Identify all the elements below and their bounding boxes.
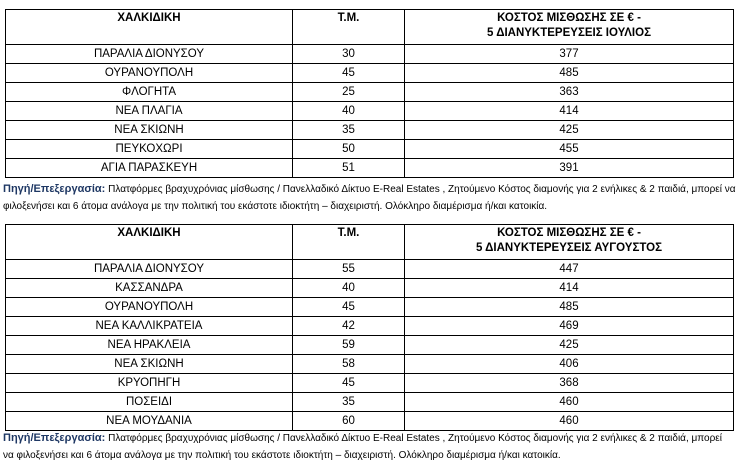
table-row [6, 317, 734, 336]
place-cell: ΝΕΑ ΣΚΙΩΝΗ [6, 121, 293, 140]
cost-cell: 414 [405, 102, 734, 121]
sqm-cell: 45 [293, 298, 405, 317]
table-row [6, 279, 734, 298]
table-row [6, 336, 734, 355]
place-cell: ΚΑΣΣΑΝΔΡΑ [6, 279, 293, 298]
source-text-line1: Πλατφόρμες βραχυχρόνιας μίσθωσης / Πανελλαδικό Δίκτυο E-Real Estates , Ζητούμενο Κόστος διαμονής για 2 ενήλικες & 2 παιδιά, μπορεί [105, 433, 722, 444]
header-row [6, 225, 734, 260]
source-label: Πηγή/Επεξεργασία: [3, 183, 106, 195]
cost-cell: 447 [405, 260, 734, 279]
table-row [6, 45, 734, 64]
cost-cell: 425 [405, 121, 734, 140]
sqm-cell: 59 [293, 336, 405, 355]
cost-header [405, 10, 734, 45]
cost-cell: 425 [405, 336, 734, 355]
sqm-cell: 50 [293, 140, 405, 159]
place-cell: ΝΕΑ ΗΡΑΚΛΕΙΑ [6, 336, 293, 355]
sqm-cell: 35 [293, 121, 405, 140]
place-cell: ΠΑΡΑΛΙΑ ΔΙΟΝΥΣΟΥ [6, 260, 293, 279]
sqm-cell: 55 [293, 260, 405, 279]
source-text-line2: να φιλοξενήσει και 6 άτομα ανάλογα με την πολιτική του εκάστοτε ιδιοκτήτη – διαχειριστή. Ολόκληρο διαμέρισμα ή/και κατοικία. [3, 450, 561, 461]
august-source-note [3, 428, 741, 466]
cost-header-line2: 5 ΔΙΑΝΥΚΤΕΡΕΥΣΕΙΣ ΙΟΥΛΙΟΣ [487, 27, 651, 39]
place-cell: ΠΕΥΚΟΧΩΡΙ [6, 140, 293, 159]
cost-cell: 455 [405, 140, 734, 159]
sqm-cell: 51 [293, 159, 405, 178]
cost-cell: 391 [405, 159, 734, 178]
sqm-cell: 30 [293, 45, 405, 64]
cost-cell: 363 [405, 83, 734, 102]
cost-cell: 469 [405, 317, 734, 336]
source-label: Πηγή/Επεξεργασία: [3, 432, 106, 444]
sqm-header: Τ.Μ. [293, 225, 405, 260]
region-header: ΧΑΛΚΙΔΙΚΗ [6, 10, 293, 45]
place-cell: ΑΓΙΑ ΠΑΡΑΣΚΕΥΗ [6, 159, 293, 178]
header-row [6, 10, 734, 45]
source-text-line1: Πλατφόρμες βραχυχρόνιας μίσθωσης / Πανελλαδικό Δίκτυο E-Real Estates , Ζητούμενο Κόστος διαμονής για 2 ενήλικες & 2 παιδιά, μπορεί να [105, 184, 736, 195]
sqm-cell: 25 [293, 83, 405, 102]
cost-cell: 406 [405, 355, 734, 374]
sqm-cell: 42 [293, 317, 405, 336]
place-cell: ΦΛΟΓΗΤΑ [6, 83, 293, 102]
sqm-cell: 60 [293, 412, 405, 431]
cost-header-line1: ΚΟΣΤΟΣ ΜΙΣΘΩΣΗΣ ΣΕ € - [497, 12, 641, 24]
cost-cell: 460 [405, 412, 734, 431]
sqm-cell: 45 [293, 374, 405, 393]
cost-cell: 485 [405, 64, 734, 83]
table-row [6, 83, 734, 102]
cost-cell: 460 [405, 393, 734, 412]
sqm-cell: 58 [293, 355, 405, 374]
sqm-cell: 35 [293, 393, 405, 412]
cost-cell: 377 [405, 45, 734, 64]
july-rental-table [5, 9, 734, 178]
cost-header [405, 225, 734, 260]
sqm-cell: 40 [293, 102, 405, 121]
sqm-cell: 40 [293, 279, 405, 298]
cost-cell: 368 [405, 374, 734, 393]
sqm-cell: 45 [293, 64, 405, 83]
table-row [6, 64, 734, 83]
source-text-line2: φιλοξενήσει και 6 άτομα ανάλογα με την πολιτική του εκάστοτε ιδιοκτήτη – διαχειριστή. Ολόκληρο διαμέρισμα ή/και κατοικία. [3, 201, 548, 212]
table-row [6, 355, 734, 374]
place-cell: ΟΥΡΑΝΟΥΠΟΛΗ [6, 298, 293, 317]
sqm-header: Τ.Μ. [293, 10, 405, 45]
july-source-note [3, 179, 741, 217]
cost-header-line2: 5 ΔΙΑΝΥΚΤΕΡΕΥΣΕΙΣ ΑΥΓΟΥΣΤΟΣ [475, 242, 663, 254]
place-cell: ΚΡΥΟΠΗΓΗ [6, 374, 293, 393]
august-rental-table [5, 224, 734, 431]
place-cell: ΠΑΡΑΛΙΑ ΔΙΟΝΥΣΟΥ [6, 45, 293, 64]
place-cell: ΝΕΑ ΠΛΑΓΙΑ [6, 102, 293, 121]
table-row [6, 298, 734, 317]
cost-header-line1: ΚΟΣΤΟΣ ΜΙΣΘΩΣΗΣ ΣΕ € - [497, 227, 641, 239]
place-cell: ΝΕΑ ΜΟΥΔΑΝΙΑ [6, 412, 293, 431]
table-row [6, 121, 734, 140]
table-row [6, 393, 734, 412]
place-cell: ΠΟΣΕΙΔΙ [6, 393, 293, 412]
place-cell: ΟΥΡΑΝΟΥΠΟΛΗ [6, 64, 293, 83]
place-cell: ΝΕΑ ΚΑΛΛΙΚΡΑΤΕΙΑ [6, 317, 293, 336]
table-row [6, 260, 734, 279]
region-header: ΧΑΛΚΙΔΙΚΗ [6, 225, 293, 260]
cost-cell: 485 [405, 298, 734, 317]
place-cell: ΝΕΑ ΣΚΙΩΝΗ [6, 355, 293, 374]
cost-cell: 414 [405, 279, 734, 298]
table-row [6, 140, 734, 159]
table-row [6, 159, 734, 178]
table-row [6, 102, 734, 121]
table-row [6, 374, 734, 393]
